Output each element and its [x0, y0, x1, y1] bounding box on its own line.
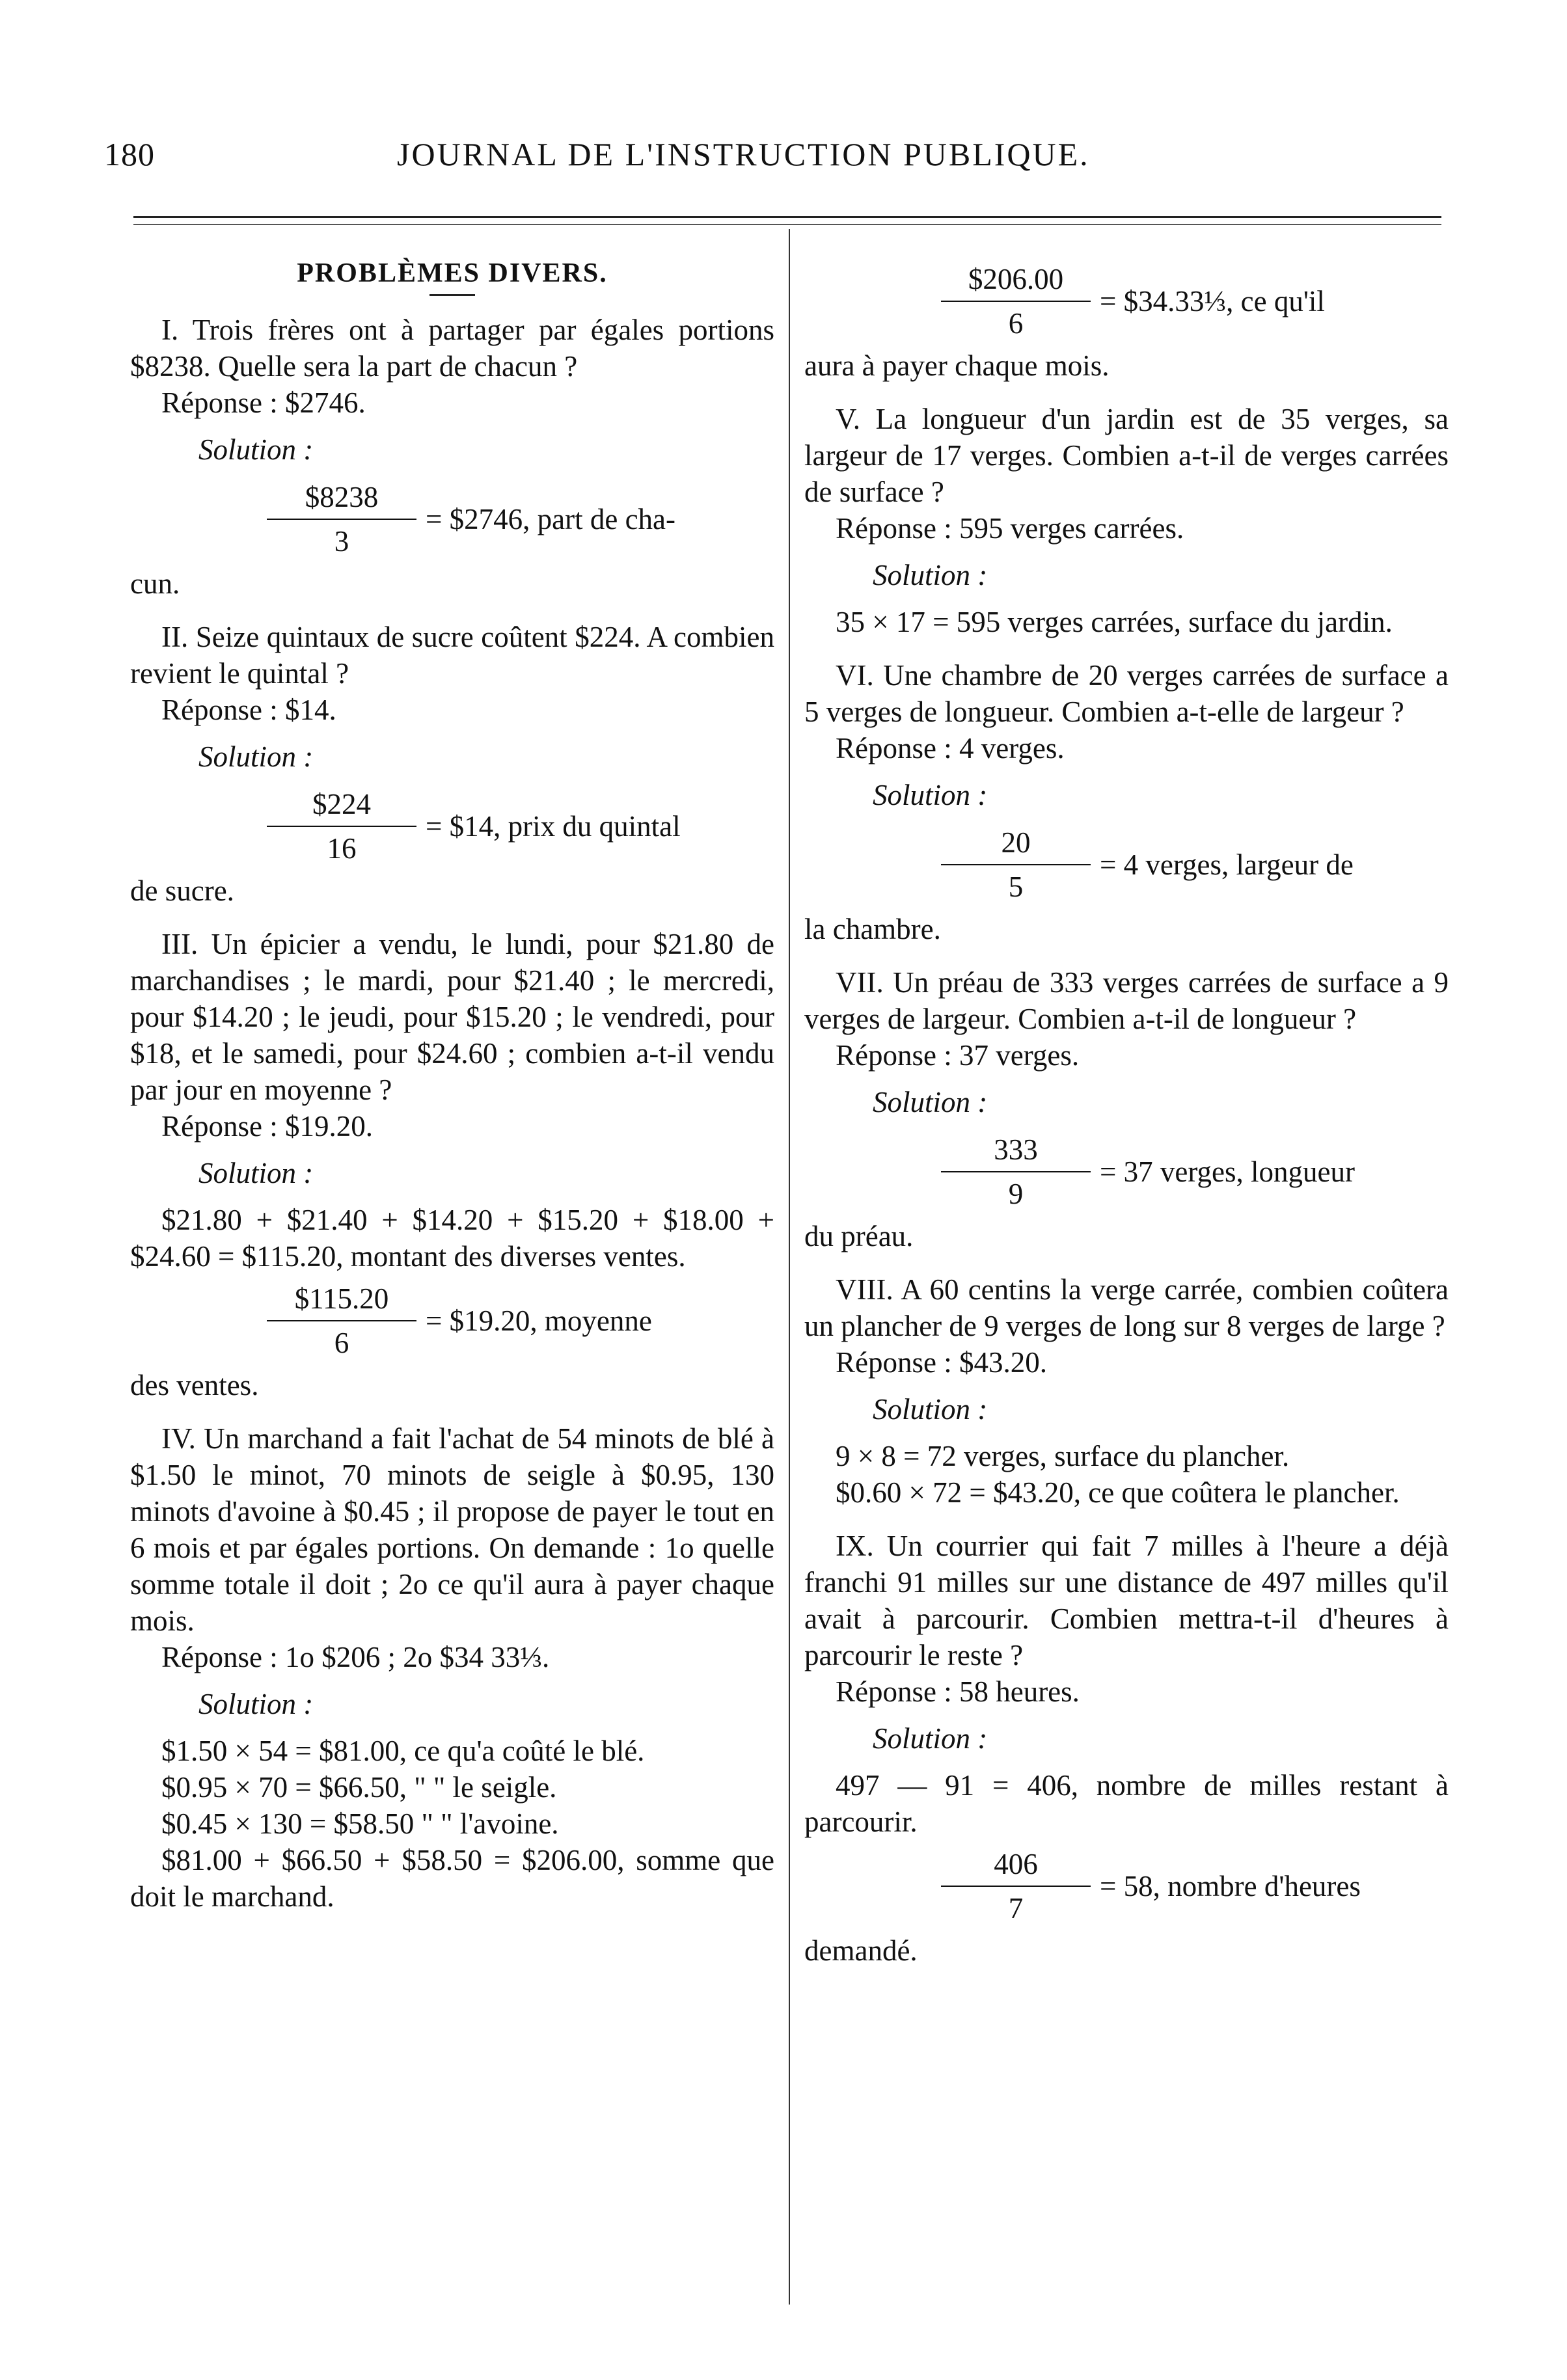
problem-5-solution-label: Solution : [873, 559, 988, 591]
problem-5-answer: Réponse : 595 verges carrées. [836, 512, 1184, 545]
fraction-denominator: 7 [1008, 1892, 1024, 1925]
fraction-numerator: $224 [312, 788, 371, 820]
problem-9-solution-label: Solution : [873, 1722, 988, 1755]
problem-2-text: II. Seize quintaux de sucre coûtent $224. A combien revient le quintal ? [130, 621, 774, 690]
problem-4-answer: Réponse : 1o $206 ; 2o $34 33⅓. [161, 1641, 550, 1673]
problem-5-calculation: 35 × 17 = 595 verges carrées, surface du jardin. [836, 606, 1393, 638]
fraction-result: = $34.33⅓, ce qu'il [1100, 285, 1325, 318]
problem-6-text: VI. Une chambre de 20 verges carrées de surface a 5 verges de longueur. Combien a-t-elle de largeur ? [804, 659, 1449, 728]
fraction-numerator: $8238 [305, 481, 379, 513]
problem-7-continuation: du préau. [804, 1220, 914, 1252]
fraction-result: = 37 verges, longueur [1100, 1156, 1355, 1188]
problem-3-fraction [130, 1280, 774, 1362]
problem-2-answer: Réponse : $14. [161, 694, 336, 726]
fraction-denominator: 6 [1008, 307, 1024, 340]
problem-4-fraction [804, 260, 1449, 342]
problem-1-fraction [130, 478, 774, 560]
problem-4-calc-2: $0.95 × 70 = $66.50, " " le seigle. [161, 1771, 557, 1804]
problem-6-fraction [804, 824, 1449, 906]
problem-7-solution-label: Solution : [873, 1086, 988, 1118]
problem-4-calc-4: $81.00 + $66.50 + $58.50 = $206.00, somme que doit le marchand. [130, 1844, 774, 1913]
problem-7-text: VII. Un préau de 333 verges carrées de surface a 9 verges de largeur. Combien a-t-il de longueur ? [804, 966, 1449, 1035]
problem-9-fraction [804, 1845, 1449, 1927]
fraction-denominator: 6 [334, 1327, 349, 1359]
problem-2-solution-label: Solution : [198, 740, 314, 773]
problem-8-calc-2: $0.60 × 72 = $43.20, ce que coûtera le plancher. [836, 1476, 1400, 1509]
problem-1-solution-label: Solution : [198, 433, 314, 466]
fraction-numerator: $206.00 [968, 263, 1064, 295]
problem-3-answer: Réponse : $19.20. [161, 1110, 373, 1143]
fraction-result: = $2746, part de cha- [426, 503, 675, 535]
fraction-denominator: 9 [1008, 1178, 1024, 1210]
problem-4-solution-label: Solution : [198, 1688, 314, 1720]
fraction-denominator: 16 [327, 832, 357, 865]
problem-6-continuation: la chambre. [804, 913, 941, 945]
problem-9-text: IX. Un courrier qui fait 7 milles à l'heure a déjà franchi 91 milles sur une distance de 497 milles qu'il avait à parcourir. Combien mettra-t-il d'heures à parcourir le reste ? [804, 1530, 1449, 1671]
fraction-numerator: $115.20 [294, 1282, 389, 1315]
problem-3-calculation: $21.80 + $21.40 + $14.20 + $15.20 + $18.00 + $24.60 = $115.20, montant des diverses ventes. [130, 1204, 774, 1273]
problem-1-answer: Réponse : $2746. [161, 386, 366, 419]
fraction-result: = $19.20, moyenne [426, 1305, 652, 1337]
fraction-denominator: 5 [1008, 871, 1024, 903]
fraction-numerator: 333 [994, 1133, 1038, 1166]
problem-4-calc-1: $1.50 × 54 = $81.00, ce qu'a coûté le blé. [161, 1735, 645, 1767]
problem-4-continuation: aura à payer chaque mois. [804, 349, 1110, 382]
problem-1-continuation: cun. [130, 567, 180, 600]
problem-2-continuation: de sucre. [130, 874, 234, 907]
problem-8-text: VIII. A 60 centins la verge carrée, combien coûtera un plancher de 9 verges de long sur 8 verges de large ? [804, 1273, 1449, 1342]
problem-6-solution-label: Solution : [873, 779, 988, 811]
problem-9-calculation: 497 — 91 = 406, nombre de milles restant à parcourir. [804, 1769, 1449, 1838]
problem-8-calc-1: 9 × 8 = 72 verges, surface du plancher. [836, 1440, 1290, 1472]
header-rule [133, 216, 1441, 218]
fraction-numerator: 20 [1001, 826, 1031, 859]
problem-8-solution-label: Solution : [873, 1393, 988, 1426]
problem-4-text: IV. Un marchand a fait l'achat de 54 minots de blé à $1.50 le minot, 70 minots de seigle à $0.95, 130 minots d'avoine à $0.45 ; il propose de payer le tout en 6 mois et par égales portions. On demande : 1o quelle somme totale il doit ; 2o ce qu'il aura à payer chaque mois. [130, 1422, 774, 1637]
section-heading: PROBLÈMES DIVERS. [297, 258, 608, 288]
heading-dash [429, 294, 475, 296]
problem-3-text: III. Un épicier a vendu, le lundi, pour $21.80 de marchandises ; le mardi, pour $21.40 ; le mercredi, pour $14.20 ; le jeudi, pour $15.20 ; le vendredi, pour $18, et le samedi, pour $24.60 ; combien a-t-il vendu par jour en moyenne ? [130, 928, 774, 1106]
right-column [804, 255, 1449, 1969]
fraction-result: = 58, nombre d'heures [1100, 1870, 1361, 1902]
header-rule-thin [133, 224, 1441, 225]
problem-7-answer: Réponse : 37 verges. [836, 1039, 1080, 1072]
problem-9-continuation: demandé. [804, 1934, 918, 1967]
problem-6-answer: Réponse : 4 verges. [836, 732, 1065, 764]
fraction-numerator: 406 [994, 1848, 1038, 1880]
problem-3-continuation: des ventes. [130, 1369, 259, 1401]
fraction-denominator: 3 [334, 525, 349, 558]
left-column [130, 255, 774, 1915]
problem-1-text: I. Trois frères ont à partager par égales portions $8238. Quelle sera la part de chacun ? [130, 314, 774, 383]
problem-2-fraction [130, 785, 774, 867]
column-divider [789, 229, 790, 2305]
problem-4-calc-3: $0.45 × 130 = $58.50 " " l'avoine. [161, 1807, 559, 1840]
running-title: JOURNAL DE L'INSTRUCTION PUBLIQUE. [397, 136, 1090, 172]
fraction-result: = $14, prix du quintal [426, 810, 681, 843]
problem-3-solution-label: Solution : [198, 1157, 314, 1189]
problem-7-fraction [804, 1131, 1449, 1213]
problem-5-text: V. La longueur d'un jardin est de 35 verges, sa largeur de 17 verges. Combien a-t-il de verges carrées de surface ? [804, 403, 1449, 508]
problem-9-answer: Réponse : 58 heures. [836, 1675, 1080, 1708]
page-number: 180 [104, 136, 155, 172]
problem-8-answer: Réponse : $43.20. [836, 1346, 1047, 1379]
fraction-result: = 4 verges, largeur de [1100, 848, 1354, 881]
